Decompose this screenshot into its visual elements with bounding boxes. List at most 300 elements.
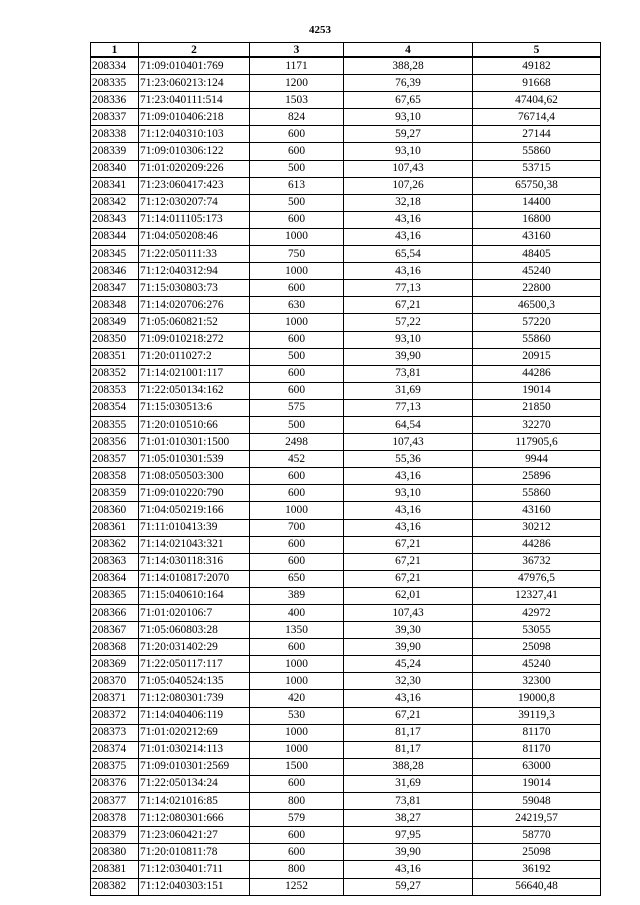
cell-rate: 107,43 [344,605,473,622]
cell-cadastral-number: 71:09:010301:2569 [139,758,250,775]
cell-record-id: 208353 [91,382,139,399]
table-row [91,724,601,741]
cell-value: 25896 [473,468,601,485]
cell-value: 42972 [473,605,601,622]
cell-record-id: 208375 [91,758,139,775]
cell-value: 39119,3 [473,707,601,724]
column-header: 4 [344,43,473,58]
cell-cadastral-number: 71:23:040111:514 [139,92,250,109]
cell-area: 1000 [250,673,344,690]
cell-record-id: 208361 [91,519,139,536]
cell-area: 1252 [250,878,344,895]
cell-area: 2498 [250,434,344,451]
table-row [91,553,601,570]
cell-cadastral-number: 71:01:020212:69 [139,724,250,741]
cell-record-id: 208358 [91,468,139,485]
cell-area: 824 [250,109,344,126]
cell-record-id: 208381 [91,861,139,878]
cell-record-id: 208356 [91,434,139,451]
table-row [91,502,601,519]
table-row [91,194,601,211]
cell-rate: 39,30 [344,622,473,639]
table-row [91,587,601,604]
cell-cadastral-number: 71:12:040303:151 [139,878,250,895]
table-row [91,57,601,75]
cell-value: 20915 [473,348,601,365]
cell-value: 81170 [473,741,601,758]
cell-rate: 39,90 [344,348,473,365]
cell-area: 1503 [250,92,344,109]
cell-value: 65750,38 [473,177,601,194]
cell-record-id: 208372 [91,707,139,724]
cell-value: 49182 [473,57,601,75]
cell-area: 530 [250,707,344,724]
cell-area: 600 [250,844,344,861]
cell-area: 389 [250,587,344,604]
cell-area: 500 [250,194,344,211]
cell-area: 600 [250,280,344,297]
cell-value: 47404,62 [473,92,601,109]
cell-area: 750 [250,246,344,263]
table-row [91,348,601,365]
table-row [91,605,601,622]
cell-area: 1000 [250,656,344,673]
cell-cadastral-number: 71:12:040312:94 [139,263,250,280]
cell-value: 55860 [473,143,601,160]
table-row [91,827,601,844]
cell-area: 600 [250,553,344,570]
table-row [91,673,601,690]
cell-value: 43160 [473,502,601,519]
cell-rate: 77,13 [344,399,473,416]
table-row [91,382,601,399]
cell-record-id: 208373 [91,724,139,741]
cell-rate: 62,01 [344,587,473,604]
cell-cadastral-number: 71:05:060821:52 [139,314,250,331]
cell-area: 700 [250,519,344,536]
cell-cadastral-number: 71:15:030803:73 [139,280,250,297]
cell-value: 19014 [473,382,601,399]
cell-area: 800 [250,861,344,878]
cell-area: 600 [250,331,344,348]
cell-rate: 65,54 [344,246,473,263]
cell-value: 46500,3 [473,297,601,314]
cell-rate: 39,90 [344,639,473,656]
cell-rate: 45,24 [344,656,473,673]
cell-cadastral-number: 71:12:030401:711 [139,861,250,878]
cell-cadastral-number: 71:15:030513:6 [139,399,250,416]
cell-area: 600 [250,468,344,485]
cell-record-id: 208338 [91,126,139,143]
column-header: 3 [250,43,344,58]
cell-value: 117905,6 [473,434,601,451]
table-row [91,775,601,792]
cell-rate: 93,10 [344,109,473,126]
cell-area: 575 [250,399,344,416]
table-row [91,519,601,536]
cell-rate: 76,39 [344,75,473,92]
cell-rate: 43,16 [344,468,473,485]
cell-area: 452 [250,451,344,468]
column-header: 2 [139,43,250,58]
cell-cadastral-number: 71:05:040524:135 [139,673,250,690]
cell-rate: 93,10 [344,485,473,502]
table-row [91,109,601,126]
cell-cadastral-number: 71:09:010220:790 [139,485,250,502]
table-row [91,365,601,382]
table-row [91,758,601,775]
cell-cadastral-number: 71:14:021043:321 [139,536,250,553]
cell-rate: 57,22 [344,314,473,331]
cell-record-id: 208378 [91,810,139,827]
table-row [91,228,601,245]
cell-cadastral-number: 71:05:010301:539 [139,451,250,468]
cell-record-id: 208364 [91,570,139,587]
cell-rate: 31,69 [344,382,473,399]
cell-area: 613 [250,177,344,194]
cell-rate: 107,43 [344,434,473,451]
cell-rate: 43,16 [344,519,473,536]
cell-record-id: 208365 [91,587,139,604]
cell-cadastral-number: 71:09:010406:218 [139,109,250,126]
cell-area: 1000 [250,741,344,758]
cell-value: 21850 [473,399,601,416]
cell-cadastral-number: 71:08:050503:300 [139,468,250,485]
table-row [91,878,601,895]
cell-cadastral-number: 71:22:050117:117 [139,656,250,673]
cell-rate: 67,21 [344,570,473,587]
table-row [91,468,601,485]
cell-record-id: 208360 [91,502,139,519]
cell-cadastral-number: 71:01:010301:1500 [139,434,250,451]
cell-value: 45240 [473,656,601,673]
cell-area: 630 [250,297,344,314]
cell-rate: 67,21 [344,297,473,314]
table-header-row [91,43,601,58]
cell-area: 800 [250,793,344,810]
cell-record-id: 208341 [91,177,139,194]
cell-cadastral-number: 71:05:060803:28 [139,622,250,639]
cell-area: 420 [250,690,344,707]
cell-rate: 43,16 [344,690,473,707]
table-row [91,690,601,707]
cell-rate: 32,18 [344,194,473,211]
cell-area: 1171 [250,57,344,75]
cell-cadastral-number: 71:11:010413:39 [139,519,250,536]
cell-rate: 43,16 [344,861,473,878]
cell-cadastral-number: 71:01:020106:7 [139,605,250,622]
cell-rate: 67,21 [344,707,473,724]
cell-rate: 107,43 [344,160,473,177]
cell-rate: 31,69 [344,775,473,792]
cell-rate: 77,13 [344,280,473,297]
cell-record-id: 208348 [91,297,139,314]
cell-value: 59048 [473,793,601,810]
page-number: 4253 [309,24,331,36]
cell-rate: 43,16 [344,502,473,519]
cell-rate: 93,10 [344,143,473,160]
cell-value: 53055 [473,622,601,639]
cell-value: 27144 [473,126,601,143]
cell-area: 600 [250,536,344,553]
cell-value: 43160 [473,228,601,245]
cell-value: 58770 [473,827,601,844]
cell-cadastral-number: 71:23:060213:124 [139,75,250,92]
column-header: 1 [91,43,139,58]
table-row [91,570,601,587]
cell-value: 44286 [473,365,601,382]
cell-value: 44286 [473,536,601,553]
cell-area: 600 [250,485,344,502]
cell-area: 600 [250,143,344,160]
cell-value: 48405 [473,246,601,263]
cell-area: 500 [250,348,344,365]
table-row [91,707,601,724]
cell-cadastral-number: 71:14:040406:119 [139,707,250,724]
cell-record-id: 208345 [91,246,139,263]
table-row [91,861,601,878]
table-row [91,75,601,92]
cell-area: 579 [250,810,344,827]
cell-cadastral-number: 71:14:021001:117 [139,365,250,382]
cell-rate: 93,10 [344,331,473,348]
cell-record-id: 208377 [91,793,139,810]
table-row [91,622,601,639]
cell-value: 63000 [473,758,601,775]
cell-rate: 38,27 [344,810,473,827]
cell-rate: 43,16 [344,228,473,245]
cell-rate: 97,95 [344,827,473,844]
cell-rate: 81,17 [344,741,473,758]
cell-area: 400 [250,605,344,622]
cell-record-id: 208354 [91,399,139,416]
table-row [91,92,601,109]
cell-area: 1350 [250,622,344,639]
cell-value: 24219,57 [473,810,601,827]
cell-rate: 73,81 [344,793,473,810]
cell-rate: 59,27 [344,126,473,143]
cell-record-id: 208362 [91,536,139,553]
cell-value: 9944 [473,451,601,468]
cell-area: 1000 [250,228,344,245]
cell-record-id: 208334 [91,57,139,75]
table-row [91,656,601,673]
cell-rate: 43,16 [344,263,473,280]
cell-area: 1000 [250,263,344,280]
cell-record-id: 208369 [91,656,139,673]
cell-value: 12327,41 [473,587,601,604]
cell-value: 55860 [473,331,601,348]
cell-value: 32300 [473,673,601,690]
table-row [91,451,601,468]
cell-record-id: 208368 [91,639,139,656]
cell-cadastral-number: 71:01:020209:226 [139,160,250,177]
column-header: 5 [473,43,601,58]
cell-value: 32270 [473,416,601,433]
table-row [91,177,601,194]
table-row [91,211,601,228]
cell-value: 53715 [473,160,601,177]
cell-area: 1000 [250,314,344,331]
cell-record-id: 208355 [91,416,139,433]
cell-cadastral-number: 71:20:011027:2 [139,348,250,365]
cell-cadastral-number: 71:12:080301:739 [139,690,250,707]
table-row [91,331,601,348]
table-row [91,485,601,502]
table-body [91,57,601,895]
cell-rate: 67,21 [344,553,473,570]
cell-record-id: 208351 [91,348,139,365]
cell-rate: 39,90 [344,844,473,861]
cell-value: 19000,8 [473,690,601,707]
table-row [91,639,601,656]
cell-rate: 43,16 [344,211,473,228]
cell-rate: 67,21 [344,536,473,553]
cell-record-id: 208370 [91,673,139,690]
cell-cadastral-number: 71:09:010401:769 [139,57,250,75]
cell-value: 19014 [473,775,601,792]
cell-value: 36192 [473,861,601,878]
cell-cadastral-number: 71:22:050134:24 [139,775,250,792]
cell-value: 36732 [473,553,601,570]
cell-record-id: 208343 [91,211,139,228]
cell-value: 56640,48 [473,878,601,895]
cell-area: 1200 [250,75,344,92]
cell-area: 600 [250,639,344,656]
cell-value: 91668 [473,75,601,92]
table-row [91,126,601,143]
cell-cadastral-number: 71:20:010811:78 [139,844,250,861]
cell-cadastral-number: 71:20:031402:29 [139,639,250,656]
cell-value: 14400 [473,194,601,211]
cell-area: 1500 [250,758,344,775]
cell-cadastral-number: 71:23:060421:27 [139,827,250,844]
cell-record-id: 208376 [91,775,139,792]
table-row [91,434,601,451]
cell-record-id: 208363 [91,553,139,570]
cell-value: 57220 [473,314,601,331]
cell-rate: 73,81 [344,365,473,382]
cell-area: 650 [250,570,344,587]
cell-record-id: 208336 [91,92,139,109]
cell-rate: 67,65 [344,92,473,109]
cell-value: 81170 [473,724,601,741]
cell-area: 600 [250,126,344,143]
cell-value: 30212 [473,519,601,536]
cell-value: 76714,4 [473,109,601,126]
cell-cadastral-number: 71:14:030118:316 [139,553,250,570]
cell-record-id: 208349 [91,314,139,331]
cell-cadastral-number: 71:12:030207:74 [139,194,250,211]
cell-rate: 81,17 [344,724,473,741]
cell-rate: 64,54 [344,416,473,433]
cell-record-id: 208371 [91,690,139,707]
cell-area: 500 [250,416,344,433]
cell-cadastral-number: 71:04:050219:166 [139,502,250,519]
table-row [91,793,601,810]
cell-record-id: 208367 [91,622,139,639]
cell-record-id: 208342 [91,194,139,211]
cell-record-id: 208379 [91,827,139,844]
cell-record-id: 208352 [91,365,139,382]
cell-area: 600 [250,827,344,844]
table-row [91,280,601,297]
cell-area: 600 [250,365,344,382]
cell-cadastral-number: 71:04:050208:46 [139,228,250,245]
cell-area: 600 [250,382,344,399]
cell-cadastral-number: 71:22:050111:33 [139,246,250,263]
cell-record-id: 208335 [91,75,139,92]
cell-value: 55860 [473,485,601,502]
table-row [91,263,601,280]
data-table [90,42,601,896]
cell-cadastral-number: 71:22:050134:162 [139,382,250,399]
cell-rate: 59,27 [344,878,473,895]
table-row [91,416,601,433]
table-row [91,246,601,263]
cell-record-id: 208380 [91,844,139,861]
cell-rate: 107,26 [344,177,473,194]
cell-area: 1000 [250,502,344,519]
table-row [91,844,601,861]
cell-record-id: 208339 [91,143,139,160]
cell-cadastral-number: 71:09:010218:272 [139,331,250,348]
cell-area: 600 [250,775,344,792]
cell-cadastral-number: 71:14:010817:2070 [139,570,250,587]
cell-record-id: 208344 [91,228,139,245]
cell-rate: 55,36 [344,451,473,468]
table-row [91,810,601,827]
table-row [91,160,601,177]
cell-value: 25098 [473,639,601,656]
cell-record-id: 208382 [91,878,139,895]
table-row [91,143,601,160]
table-row [91,297,601,314]
cell-value: 22800 [473,280,601,297]
cell-value: 16800 [473,211,601,228]
cell-cadastral-number: 71:01:030214:113 [139,741,250,758]
cell-rate: 388,28 [344,57,473,75]
cell-cadastral-number: 71:14:021016:85 [139,793,250,810]
cell-area: 1000 [250,724,344,741]
cell-cadastral-number: 71:20:010510:66 [139,416,250,433]
cell-area: 500 [250,160,344,177]
table-row [91,536,601,553]
cell-rate: 32,30 [344,673,473,690]
cell-value: 47976,5 [473,570,601,587]
cell-record-id: 208347 [91,280,139,297]
cell-cadastral-number: 71:14:020706:276 [139,297,250,314]
cell-record-id: 208359 [91,485,139,502]
cell-cadastral-number: 71:09:010306:122 [139,143,250,160]
table-row [91,399,601,416]
cell-value: 25098 [473,844,601,861]
cell-record-id: 208346 [91,263,139,280]
cell-record-id: 208350 [91,331,139,348]
table-row [91,741,601,758]
cell-record-id: 208366 [91,605,139,622]
cell-cadastral-number: 71:12:080301:666 [139,810,250,827]
cell-record-id: 208340 [91,160,139,177]
cell-cadastral-number: 71:15:040610:164 [139,587,250,604]
cell-cadastral-number: 71:23:060417:423 [139,177,250,194]
cell-record-id: 208357 [91,451,139,468]
cell-cadastral-number: 71:12:040310:103 [139,126,250,143]
cell-value: 45240 [473,263,601,280]
cell-record-id: 208374 [91,741,139,758]
cell-rate: 388,28 [344,758,473,775]
cell-cadastral-number: 71:14:011105:173 [139,211,250,228]
